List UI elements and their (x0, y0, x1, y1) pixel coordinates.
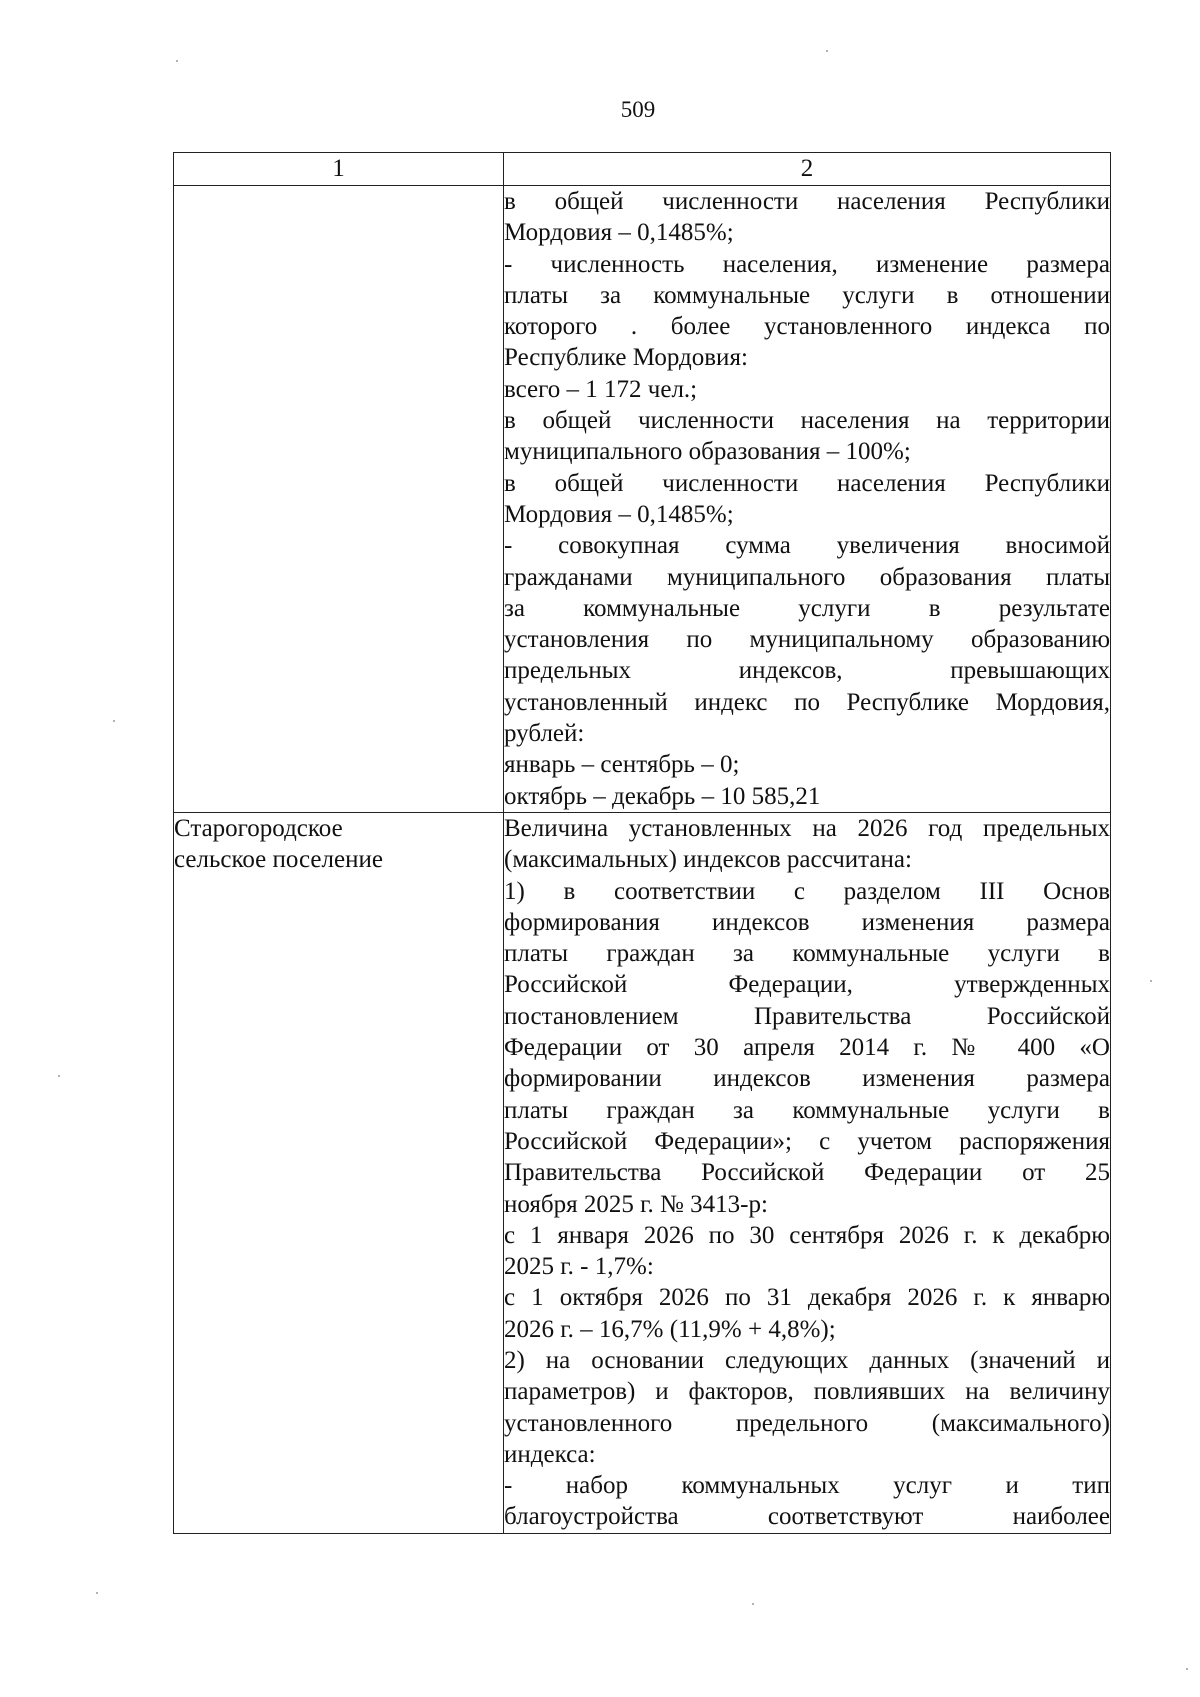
description-line: благоустройства соответствуют наиболее (504, 1503, 1110, 1531)
description-line: 1) в соответствии с разделом III Основ (504, 877, 1110, 905)
row-label-line: сельское поселение (174, 846, 383, 874)
column-header-1: 1 (174, 153, 504, 186)
row-description-cell (504, 186, 1111, 813)
page-number: 509 (620, 97, 656, 122)
description-line: - численность населения, изменение размера (504, 250, 1110, 278)
description-line: Величина установленных на 2026 год предельных (504, 814, 1110, 842)
description-line: установленный индекс по Республике Мордовия, (504, 688, 1110, 716)
row-description-cell (504, 812, 1111, 1533)
scan-speck (58, 1075, 60, 1077)
row-label-cell (174, 186, 504, 813)
description-line: - совокупная сумма увеличения вносимой (504, 532, 1110, 560)
description-line: установления по муниципальному образованию (504, 626, 1110, 654)
description-line: Мордовия – 0,1485%; (504, 500, 734, 528)
description-line: Российской Федерации»; с учетом распоряжения (504, 1127, 1110, 1155)
description-line: - набор коммунальных услуг и тип (504, 1472, 1110, 1500)
description-line: гражданами муниципального образования платы (504, 563, 1110, 591)
description-line: установленного предельного (максимального) (504, 1409, 1110, 1437)
description-line: всего – 1 172 чел.; (504, 375, 698, 403)
description-line: Мордовия – 0,1485%; (504, 219, 734, 247)
description-line: 2) на основании следующих данных (значений и (504, 1346, 1110, 1374)
scan-speck (826, 50, 828, 52)
column-header-2: 2 (504, 153, 1111, 186)
description-line: рублей: (504, 720, 585, 748)
table-row (174, 186, 1111, 813)
description-line: платы граждан за коммунальные услуги в (504, 1096, 1110, 1124)
scan-speck (96, 1592, 98, 1594)
description-line: муниципального образования – 100%; (504, 438, 911, 466)
description-line: январь – сентябрь – 0; (504, 751, 740, 779)
description-line: платы граждан за коммунальные услуги в (504, 940, 1110, 968)
description-line: 2026 г. – 16,7% (11,9% + 4,8%); (504, 1315, 836, 1343)
table-row (174, 812, 1111, 1533)
description-line: за коммунальные услуги в результате (504, 594, 1110, 622)
document-table (173, 152, 1111, 1534)
description-line: платы за коммунальные услуги в отношении (504, 281, 1110, 309)
row-label-cell (174, 812, 504, 1533)
description-line: формировании индексов изменения размера (504, 1065, 1110, 1093)
scan-speck (752, 1603, 754, 1605)
scan-speck (1186, 1668, 1188, 1670)
description-line: индекса: (504, 1440, 596, 1468)
description-line: (максимальных) индексов рассчитана: (504, 846, 912, 874)
description-line: октябрь – декабрь – 10 585,21 (504, 782, 821, 810)
description-line: Республике Мордовия: (504, 344, 748, 372)
description-line: которого . более установленного индекса по (504, 313, 1110, 341)
description-line: с 1 января 2026 по 30 сентября 2026 г. к декабрю (504, 1221, 1110, 1249)
description-line: в общей численности населения Республики (504, 188, 1110, 215)
description-line: Федерации от 30 апреля 2014 г. № 400 «О (504, 1034, 1110, 1062)
description-line: в общей численности населения на территории (504, 407, 1110, 435)
description-line: формирования индексов изменения размера (504, 908, 1110, 936)
row-label-line: Старогородское (174, 814, 343, 842)
description-line: постановлением Правительства Российской (504, 1002, 1110, 1030)
description-line: в общей численности населения Республики (504, 469, 1110, 497)
scan-speck (113, 720, 115, 722)
description-line: предельных индексов, превышающих (504, 657, 1110, 685)
table-header-row (174, 153, 1111, 186)
description-line: Российской Федерации, утвержденных (504, 971, 1110, 999)
description-line: 2025 г. - 1,7%: (504, 1253, 654, 1281)
scan-speck (1150, 980, 1152, 982)
description-line: с 1 октября 2026 по 31 декабря 2026 г. к январю (504, 1284, 1110, 1312)
description-line: Правительства Российской Федерации от 25 (504, 1159, 1110, 1187)
description-line: ноября 2025 г. № 3413-р: (504, 1190, 768, 1218)
scan-speck (176, 60, 178, 62)
description-line: параметров) и факторов, повлиявших на величину (504, 1378, 1110, 1406)
